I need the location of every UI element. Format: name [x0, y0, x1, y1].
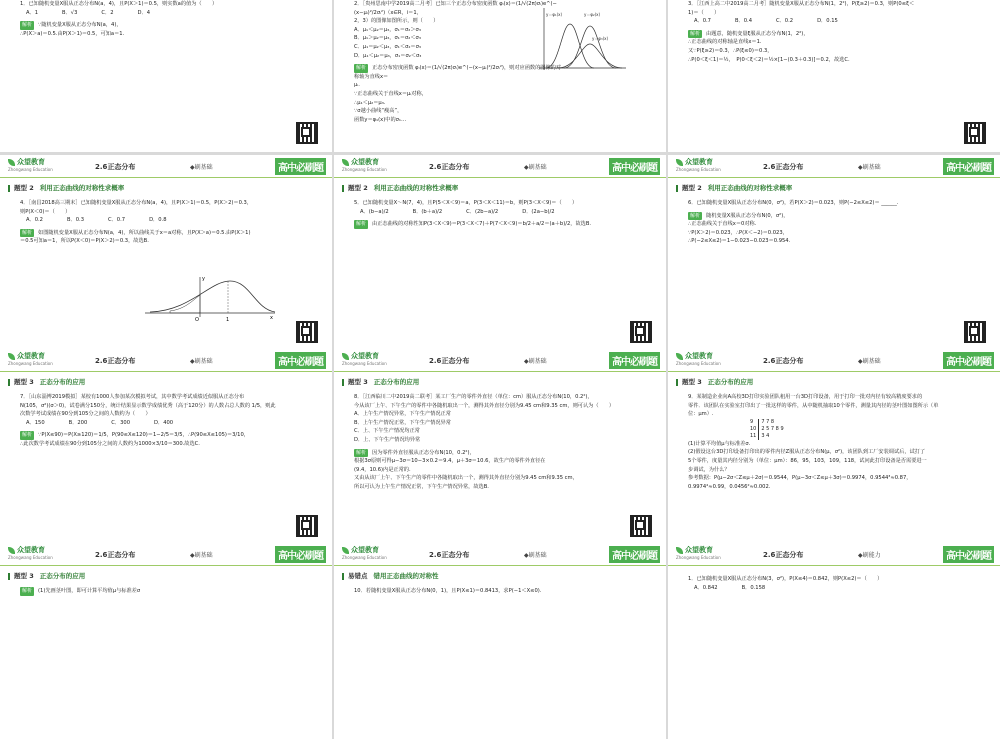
question-body: 4．［南昌2018高三期末］已知随机变量X服从正态分布N(a，4)，且P(X＞1)＝0.5，P(X＞2)＝0.3， 则P(X＜0)＝（ ） A．0.2 B．0.3 C．0.7 D．0.8 解析 如图随机变量X服从正态分布N(a，4)，所以曲线关于x＝a对称，且P(X＞a)＝0.5.由P(X＞1) ＝0.5可知a＝1，所以P(X＜0)＝P(X＞2)＝0.3，故选B.	[20, 199, 292, 246]
leaf-icon	[342, 547, 349, 554]
logo-badge: 高中必刷题	[943, 158, 994, 175]
explain-tag: 解析	[22, 229, 33, 236]
explain-tag: 解析	[22, 22, 33, 29]
option-c[interactable]: C．0.2	[776, 18, 794, 25]
option-b[interactable]: B．0.4	[735, 18, 752, 25]
slide-header	[0, 155, 332, 178]
question-body: 8．［江西临川二中2019高二联考］某工厂生产的零件外直径（单位：cm）服从正态分布N(10，0.2²)， 今从该厂上午、下午生产的零件中各随机取出一个，测得其外直径分别为9.45 cm和9.35 cm，则可认为（ ） A．上午生产情况异常，下午生产情况正常 B．上午生产情况正常，下午生产情况异常 C．上、下午生产情况均正常 D．上、下午生产情况均异常 解析 因为零件外直径服从正态分布N(10，0.2²)， 根据3σ原则可得μ−3σ＝10−3×0.2＝9.4，μ＋3σ＝10.6，故生产的零件外直径在 (9.4，10.6)内是正常的. 又由从该厂上午、下午生产的零件中各随机取出一个，测得其外直径分别为9.45 cm和9.35 cm， 所以可认为上午生产情况正常，下午生产情况异常，故选B.	[354, 393, 626, 492]
option-b[interactable]: B．200	[68, 419, 88, 426]
option-c[interactable]: C．上、下午生产情况均正常	[354, 428, 420, 435]
slide-header	[668, 155, 1000, 178]
explanation: 解析 正态分布密度函数 φᵢ(x)＝(1/√(2π)σᵢ)e^(−(x−μᵢ)²/2σᵢ²)，则对应函数的图像的对称轴为直线x＝ μᵢ. ∵正态曲线关于直线x＝μᵢ对称， ∴μ₁＜μ₂＝μ₃. ∵σ越小曲线“瘦高”， 函数y＝φ₁(x)中的σ₁…	[354, 65, 562, 123]
level-label: ◆刷基础	[524, 358, 547, 365]
question-body: 2．［贵州思南中学2019高二月考］已知三个正态分布密度函数 φᵢ(x)＝(1/√(2π)σᵢ)e^(−(x−μᵢ)²/2σᵢ²)（x∈R，i＝1， 2，3）的图像如图所示，则（ ） A．μ₁＜μ₂＝μ₃，σ₁＝σ₂＞σ₃ B．μ₁＞μ₂＝μ₃，σ₁＝σ₂＜σ₃ C．μ₁＝μ₂＜μ₃，σ₁＜σ₂＝σ₃ D．μ₁＜μ₂＝μ₃，σ₁＝σ₂＜σ₃ 解析 正态分布密度函数 φᵢ(x)＝(1/√(2π)σᵢ)e^(−(x−μᵢ)²/2σᵢ²)，则对应函数的图像的对称轴为直线x＝ μᵢ. ∵正态曲线关于直线x＝μᵢ对称， ∴μ₁＜μ₂＝μ₃. ∵σ越小曲线“瘦高”， 函数y＝φ₁(x)中的σ₁…	[354, 0, 566, 124]
option-b[interactable]: B．μ₁＞μ₂＝μ₃，σ₁＝σ₂＜σ₃	[354, 35, 421, 42]
explain-tag: 解析	[22, 588, 33, 594]
answer-options	[26, 419, 292, 428]
logo-badge: 高中必刷题	[943, 546, 994, 563]
normal-curve-figure	[140, 273, 280, 323]
topic-title: 题型 3 正态分布的应用	[8, 571, 85, 580]
question-body: 6．已知随机变量X服从正态分布N(0，σ²)，若P(X＞2)＝0.023，则P(−2≤X≤2)＝ ______. 解析 随机变量X服从正态分布N(0，σ²)， ∴正态曲线关于直线x＝0对称. ∵P(X＞2)＝0.023，∴P(X＜−2)＝0.023， ∴P(−2≤X≤2)＝1−0.023−0.023＝0.954.	[688, 199, 960, 246]
answer-options	[26, 216, 292, 225]
slide-header	[668, 349, 1000, 372]
option-c[interactable]: C．300	[111, 419, 131, 426]
section-title: 2.6 正态分布	[763, 551, 804, 559]
option-d[interactable]: D．0.8	[149, 217, 167, 224]
leaf-icon	[676, 159, 683, 166]
slide-3	[668, 0, 1000, 152]
tick-1-label: 1	[226, 317, 230, 323]
brand-logo: 众望教育 Zhongwang Education	[8, 352, 53, 366]
y-axis-label: y	[202, 276, 205, 282]
section-title: 2.6 正态分布	[429, 551, 470, 559]
x-axis-label: x	[270, 315, 273, 321]
section-title: 2.6 正态分布	[763, 163, 804, 171]
slide-4	[0, 155, 332, 351]
brand-logo: 众望教育 Zhongwang Education	[676, 546, 721, 560]
topic-title: 题型 2 利用正态曲线的对称性求概率	[342, 183, 458, 192]
question-body: 5．已知随机变量X～N(7，4)，且P(5＜X＜9)＝a，P(3＜X＜11)＝b，则P(3＜X＜9)＝（ ） A．(b−a)/2 B．(b＋a)/2 C．(2b−a)/2 D．(2a−b)/2 解析 由正态曲线的对称性知P(3＜X＜9)＝P(3＜X＜7)＋P(7＜X＜9)＝b/2＋a/2＝(a＋b)/2，故选B.	[354, 199, 626, 229]
answer-options	[26, 9, 292, 18]
question-body: 解析 (1)先画茎叶图，即可计算平均值μ与标准差σ	[22, 588, 141, 594]
question-body: 3．［江西上高二中2019高二月考］随机变量X服从正态分布N(1，2²)，P(ξ≥2)＝0.3，则P(0≤ξ＜ 1)＝（ ） A．0.7 B．0.4 C．0.2 D．0.15 解析 由题意，随机变量ξ服从正态分布N(1，2²)， ∴正态曲线的对称轴是直线x＝1. 又∵P(ξ≥2)＝0.3，∴P(ξ≤0)＝0.3， ∴P(0＜ξ＜1)＝½， P(0＜ξ＜2)＝½×[1−(0.3＋0.3)]＝0.2，故选C.	[688, 0, 960, 64]
brand-logo: 众望教育 Zhongwang Education	[8, 546, 53, 560]
option-d[interactable]: D．400	[154, 419, 174, 426]
question-body: 10．若随机变量X服从正态分布N(0，1)，且P(X≤1)＝0.8413，求P(−1＜X≤0).	[354, 588, 542, 594]
slide-12	[668, 543, 1000, 739]
explain-tag: 解析	[690, 30, 701, 37]
option-b[interactable]: B．(b＋a)/2	[412, 208, 443, 215]
option-d[interactable]: D．(2a−b)/2	[522, 208, 555, 215]
explanation: 解析 随机变量X服从正态分布N(0，σ²)， ∴正态曲线关于直线x＝0对称. ∵P(X＞2)＝0.023，∴P(X＜−2)＝0.023， ∴P(−2≤X≤2)＝1−0.023−0.023＝0.954.	[688, 212, 791, 245]
slide-header	[334, 543, 666, 566]
level-label: ◆刷基础	[524, 164, 547, 171]
topic-title: 题型 2 利用正态曲线的对称性求概率	[8, 183, 124, 192]
qr-code[interactable]	[964, 321, 986, 343]
explanation: 解析 由题意，随机变量ξ服从正态分布N(1，2²)， ∴正态曲线的对称轴是直线x＝1. 又∵P(ξ≥2)＝0.3，∴P(ξ≤0)＝0.3， ∴P(0＜ξ＜1)＝½， P(0＜ξ＜2)＝½×[1−(0.3＋0.3)]＝0.2，故选C.	[688, 30, 850, 63]
stem-leaf-plot: 9 7 7 8 10 2 5 7 8 9 11 3 4	[750, 418, 784, 439]
answer-options	[694, 584, 960, 593]
explain-tag: 解析	[22, 432, 33, 439]
curve-label-2: y＝φ₂(x)	[584, 12, 601, 17]
slide-10	[0, 543, 332, 739]
explain-tag: 解析	[356, 65, 367, 72]
slide-11	[334, 543, 666, 739]
topic-title: 题型 3 正态分布的应用	[8, 377, 85, 386]
option-b[interactable]: B．0.158	[741, 584, 766, 591]
level-label: ◆刷基础	[858, 164, 881, 171]
explain-tag: 解析	[690, 212, 701, 219]
logo-badge: 高中必刷题	[609, 352, 660, 369]
section-title: 2.6 正态分布	[95, 163, 136, 171]
logo-badge: 高中必刷题	[275, 352, 326, 369]
leaf-icon	[342, 159, 349, 166]
explanation: 解析 ∵P(X≤90)＝P(X≥120)＝1/5，P(90≤X≤120)＝1−2/5＝3/5，∴P(90≤X≤105)＝3/10， ∴此次数学考试成绩在90分到105分之间的人数约为1000×3/10＝300.故选C.	[20, 432, 249, 447]
option-d[interactable]: D．4	[137, 9, 151, 16]
option-c[interactable]: C．2	[101, 9, 114, 16]
option-b[interactable]: B．√3	[62, 9, 78, 16]
slide-8	[334, 349, 666, 545]
qr-code[interactable]	[630, 515, 652, 537]
leaf-icon	[676, 547, 683, 554]
qr-code[interactable]	[296, 515, 318, 537]
logo-badge: 高中必刷题	[275, 546, 326, 563]
option-c[interactable]: C．(2b−a)/2	[466, 208, 499, 215]
curve-label-1: y＝φ₁(x)	[546, 12, 563, 17]
option-a[interactable]: A．0.2	[26, 217, 43, 224]
level-label: ◆刷基础	[190, 358, 213, 365]
slide-5	[334, 155, 666, 351]
leaf-icon	[676, 353, 683, 360]
option-d[interactable]: D．0.15	[817, 18, 838, 25]
level-label: ◆刷基础	[190, 552, 213, 559]
level-label: ◆刷基础	[858, 358, 881, 365]
topic-title: 易错点 错用正态曲线的对称性	[342, 571, 439, 580]
explanation: 解析 ∵随机变量X服从正态分布N(a，4)， ∴P(X＞a)＝0.5.由P(X＞1)＝0.5，可知a＝1.	[20, 22, 125, 37]
curve-label-3: y＝φ₃(x)	[592, 36, 609, 41]
option-a[interactable]: A．150	[26, 419, 45, 426]
slide-header	[668, 543, 1000, 566]
logo-badge: 高中必刷题	[609, 546, 660, 563]
slide-1	[0, 0, 332, 152]
section-title: 2.6 正态分布	[95, 551, 136, 559]
origin-label: O	[195, 317, 199, 323]
brand-logo: 众望教育 Zhongwang Education	[676, 158, 721, 172]
brand-logo: 众望教育 Zhongwang Education	[342, 546, 387, 560]
option-a[interactable]: A．0.842	[694, 584, 718, 591]
option-c[interactable]: C．0.7	[108, 217, 126, 224]
brand-logo: 众望教育 Zhongwang Education	[8, 158, 53, 172]
section-title: 2.6 正态分布	[429, 357, 470, 365]
question-body: 1．已知随机变量X服从正态分布N(3，σ²)，P(X≤4)＝0.842，则P(X≤2)＝（ ） A．0.842 B．0.158	[688, 575, 960, 592]
slide-header	[0, 349, 332, 372]
slide-header	[0, 543, 332, 566]
option-b[interactable]: B．上午生产情况正常，下午生产情况异常	[354, 419, 451, 426]
topic-title: 题型 3 正态分布的应用	[342, 377, 419, 386]
option-a[interactable]: A．1	[26, 9, 39, 16]
topic-title: 题型 2 利用正态曲线的对称性求概率	[676, 183, 792, 192]
option-d[interactable]: D．μ₁＜μ₂＝μ₃，σ₁＝σ₂＜σ₃	[354, 52, 422, 59]
option-a[interactable]: A．0.7	[694, 18, 711, 25]
answer-options	[694, 17, 960, 26]
question-line: 1．已知随机变量X服从正态分布N(a，4)，且P(X＞1)＝0.5，则实数a的值为（ ）	[20, 1, 218, 7]
leaf-icon	[8, 547, 15, 554]
brand-logo: 众望教育 Zhongwang Education	[342, 158, 387, 172]
explanation: 解析 由正态曲线的对称性知P(3＜X＜9)＝P(3＜X＜7)＋P(7＜X＜9)＝b/2＋a/2＝(a＋b)/2，故选B.	[356, 221, 592, 228]
question-body	[20, 0, 292, 38]
level-label: ◆刷能力	[858, 552, 881, 559]
explanation: 解析 如图随机变量X服从正态分布N(a，4)，所以曲线关于x＝a对称，且P(X＞a)＝0.5.由P(X＞1) ＝0.5可知a＝1，所以P(X＜0)＝P(X＞2)＝0.3，故选B.	[20, 229, 251, 245]
question-body: 9．某制造企业向A高校3D打印实验团队租用一台3D打印设备，用于打印一批对内径有较高精度要求的 零件．该团队在实验室打印出了一批这样的零件，从中随机抽取10个零件，测量其内径的茎叶图如图所示（单 位：μm）. 9 7 7 8 10 2 5 7 8 9 11 3 4 (1)计算平均值μ与标准差σ. (2)假设这台3D打印设备打印出的零件内径Z服从正态分布N(μ，σ²)，该团队到工厂安装调试后，试打了 5个零件，度量其内径分别为（单位：μm）：86，95，103，109，118，试问此打印设备是否需要进一 步调试，为什么？ 参考数据：P(μ−2σ＜Z≤μ＋2σ)＝0.9544，P(μ−3σ＜Z≤μ＋3σ)＝0.9974，0.9544³≈0.87， 0.9974⁴≈0.99，0.0456²≈0.002.	[688, 394, 939, 490]
option-a[interactable]: A．(b−a)/2	[360, 208, 389, 215]
explanation: 解析 因为零件外直径服从正态分布N(10，0.2²)， 根据3σ原则可得μ−3σ＝10−3×0.2＝9.4，μ＋3σ＝10.6，故生产的零件外直径在 (9.4，10.6)内是正常的. 又由从该厂上午、下午生产的零件中各随机取出一个，测得其外直径分别为9.45 cm和9.35 cm， 所以可认为上午生产情况正常，下午生产情况异常，故选B.	[354, 449, 578, 490]
qr-code[interactable]	[630, 321, 652, 343]
logo-badge: 高中必刷题	[609, 158, 660, 175]
section-title: 2.6 正态分布	[763, 357, 804, 365]
slide-header	[334, 349, 666, 372]
option-a[interactable]: A．上午生产情况异常，下午生产情况正常	[354, 411, 451, 418]
level-label: ◆刷基础	[190, 164, 213, 171]
option-d[interactable]: D．上、下午生产情况均异常	[354, 436, 421, 443]
leaf-icon	[342, 353, 349, 360]
logo-badge: 高中必刷题	[943, 352, 994, 369]
option-c[interactable]: C．μ₁＝μ₂＜μ₃，σ₁＜σ₂＝σ₃	[354, 43, 421, 50]
option-b[interactable]: B．0.3	[67, 217, 84, 224]
slide-9	[668, 349, 1000, 545]
level-label: ◆刷基础	[524, 552, 547, 559]
qr-code[interactable]	[296, 122, 318, 144]
logo-badge: 高中必刷题	[275, 158, 326, 175]
section-title: 2.6 正态分布	[429, 163, 470, 171]
option-a[interactable]: A．μ₁＜μ₂＝μ₃，σ₁＝σ₂＞σ₃	[354, 26, 421, 33]
topic-title: 题型 3 正态分布的应用	[676, 377, 753, 386]
brand-logo: 众望教育 Zhongwang Education	[342, 352, 387, 366]
qr-code[interactable]	[964, 122, 986, 144]
slide-2	[334, 0, 666, 152]
slide-6	[668, 155, 1000, 351]
leaf-icon	[8, 353, 15, 360]
explain-tag: 解析	[356, 449, 367, 456]
section-title: 2.6 正态分布	[95, 357, 136, 365]
slide-header	[334, 155, 666, 178]
explain-tag: 解析	[356, 221, 367, 228]
leaf-icon	[8, 159, 15, 166]
brand-logo: 众望教育 Zhongwang Education	[676, 352, 721, 366]
answer-options	[360, 208, 626, 217]
normal-curves-figure	[534, 4, 630, 74]
question-body: 7．［山东淄博2019模拟］某校有1000人参加某次模拟考试，其中数学考试成绩近似服从正态分布 N(105，σ²)(σ＞0)，试卷满分150分，统计结果显示数学成绩优秀（高于120分）的人数占总人数的 1/5，则此 次数学考试成绩在90分到105分之间的人数约为（ ） A．150 B．200 C．300 D．400 解析 ∵P(X≤90)＝P(X≥120)＝1/5，P(90≤X≤120)＝1−2/5＝3/5，∴P(90≤X≤105)＝3/10， ∴此次数学考试成绩在90分到105分之间的人数约为1000×3/10＝300.故选C.	[20, 393, 292, 449]
slide-7	[0, 349, 332, 545]
qr-code[interactable]	[296, 321, 318, 343]
